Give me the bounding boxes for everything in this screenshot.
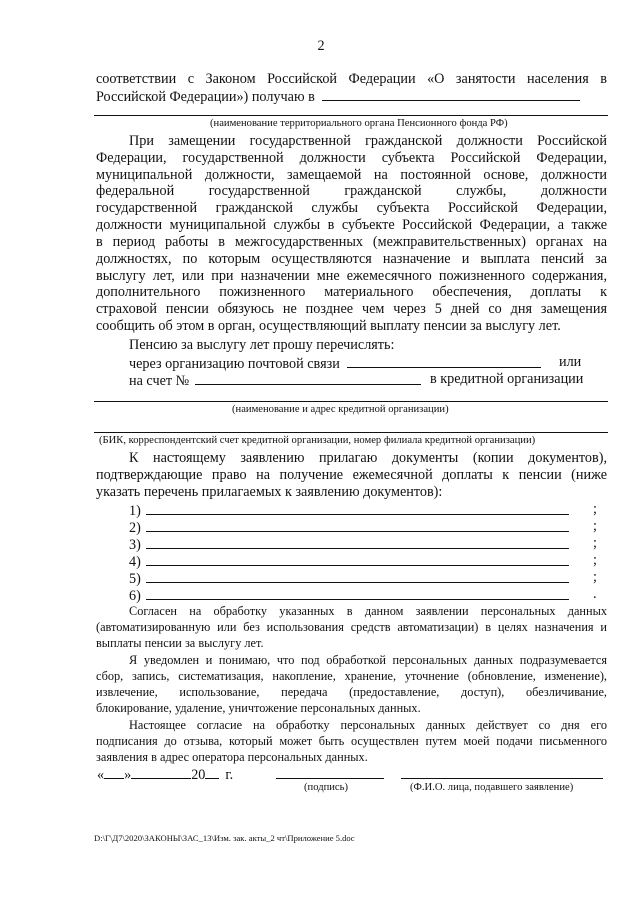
bic-underline[interactable]: [94, 432, 608, 433]
year-prefix: 20: [191, 767, 206, 783]
attachment-number: 6): [129, 588, 141, 604]
bank-caption: (наименование и адрес кредитной организации): [232, 404, 449, 415]
attachments-line: указать перечень прилагаемых к заявлению документов):: [96, 484, 443, 500]
post-transfer-label: через организацию почтовой связи: [129, 356, 340, 372]
consent-line: блокирование, удаление, уничтожение персональных данных.: [96, 701, 421, 715]
consent-line: (автоматизированную или без использования средств автоматизации) в целях назначения и: [96, 620, 607, 634]
footer-file-path: D:\Г\Д7\2020\ЗАКОНЫ\ЗАС_13\Изм. зак. акты_2 чт\Приложение 5.doc: [94, 833, 355, 843]
obligation-line: Федерации, государственной должности субъекта Российской Федерации,: [96, 150, 607, 166]
attachment-blank[interactable]: [146, 569, 569, 583]
date-quote-close: »: [124, 767, 132, 783]
obligation-line: страховой пенсии обязуюсь не позднее чем через 5 дней со дня замещения: [96, 301, 607, 317]
signature-caption: (подпись): [304, 782, 348, 793]
consent-line: выплаты пенсии за выслугу лет.: [96, 636, 264, 650]
account-bank-label: в кредитной организации: [430, 371, 584, 387]
year-blank[interactable]: [205, 765, 219, 779]
attachment-end: ;: [593, 518, 597, 534]
full-name-caption: (Ф.И.О. лица, подавшего заявление): [410, 782, 574, 793]
page-number: 2: [317, 38, 325, 54]
attachments-line: К настоящему заявлению прилагаю документы (копии документов),: [129, 450, 607, 466]
bank-name-underline[interactable]: [94, 401, 608, 402]
attachment-blank[interactable]: [146, 552, 569, 566]
obligation-line: сообщить об этом в орган, осуществляющий выплату пенсии за выслугу лет.: [96, 318, 561, 334]
attachment-number: 2): [129, 520, 141, 536]
obligation-line: выслугу лет, или при назначении мне ежемесячного пожизненного содержания,: [96, 268, 607, 284]
intro-line-1: соответствии с Законом Российской Федерации «О занятости населения в: [96, 71, 607, 87]
consent-line: Я уведомлен и понимаю, что под обработкой персональных данных подразумевается: [129, 653, 607, 667]
obligation-line: При замещении государственной гражданской должности Российской: [129, 133, 607, 149]
consent-line: сбор, запись, систематизация, накопление, хранение, уточнение (обновление, изменение),: [96, 669, 607, 683]
obligation-line: должностях, по которым осуществляются назначение и выплата пенсий за: [96, 251, 607, 267]
attachment-blank[interactable]: [146, 535, 569, 549]
attachment-number: 3): [129, 537, 141, 553]
month-blank[interactable]: [131, 765, 191, 779]
obligation-line: должности муниципальной службы в субъекте Российской Федерации, а также: [96, 217, 607, 233]
obligation-line: муниципальной должности, замещаемой на постоянной основе, должности: [96, 167, 607, 183]
attachment-blank[interactable]: [146, 501, 569, 515]
account-label: на счет №: [129, 373, 190, 389]
attachment-number: 1): [129, 503, 141, 519]
consent-line: извлечение, использование, передача (предоставление, доступ), обезличивание,: [96, 685, 607, 699]
pension-fund-caption: (наименование территориального органа Пенсионного фонда РФ): [210, 118, 508, 129]
obligation-line: в период работы в межгосударственных (межправительственных) органах на: [96, 234, 607, 250]
consent-line: подписания до отзыва, который может быть осуществлен путем моей подачи письменного: [96, 734, 607, 748]
consent-line: Согласен на обработку указанных в данном заявлении персональных данных: [129, 604, 607, 618]
bic-caption: (БИК, корреспондентский счет кредитной организации, номер филиала кредитной организации): [99, 435, 536, 446]
date-field: [97, 765, 233, 784]
pension-fund-underline[interactable]: [94, 115, 608, 116]
attachment-blank[interactable]: [146, 518, 569, 532]
obligation-line: дополнительного пожизненного материального обеспечения, доплаты к: [96, 284, 607, 300]
attachment-end: ;: [593, 569, 597, 585]
signature-underline[interactable]: [276, 778, 384, 779]
intro-line-2-text: Российской Федерации») получаю в: [96, 89, 315, 105]
intro-line-2: [96, 87, 580, 106]
date-quote-open: «: [97, 767, 105, 783]
attachment-number: 5): [129, 571, 141, 587]
account-line: [129, 371, 607, 390]
attachment-end: ;: [593, 552, 597, 568]
consent-line: заявления в адрес оператора персональных данных.: [96, 750, 368, 764]
attachment-end: ;: [593, 535, 597, 551]
attachment-number: 4): [129, 554, 141, 570]
obligation-line: федеральной государственной гражданской службы, должности: [96, 183, 607, 199]
consent-line: Настоящее согласие на обработку персональных данных действует со дня его: [129, 718, 607, 732]
obligation-line: государственной гражданской службы субъекта Российской Федерации,: [96, 200, 607, 216]
post-transfer-or: или: [559, 354, 582, 370]
day-blank[interactable]: [104, 765, 124, 779]
full-name-underline[interactable]: [401, 778, 603, 779]
attachment-end: .: [593, 586, 597, 602]
attachment-blank[interactable]: [146, 586, 569, 600]
transfer-heading: Пенсию за выслугу лет прошу перечислять:: [129, 337, 395, 353]
pension-fund-blank[interactable]: [322, 87, 580, 101]
attachment-end: ;: [593, 501, 597, 517]
post-office-blank[interactable]: [347, 354, 541, 368]
account-number-blank[interactable]: [195, 371, 421, 385]
attachments-line: подтверждающие право на получение ежемесячной доплаты к пенсии (ниже: [96, 467, 607, 483]
year-suffix: г.: [225, 767, 234, 783]
